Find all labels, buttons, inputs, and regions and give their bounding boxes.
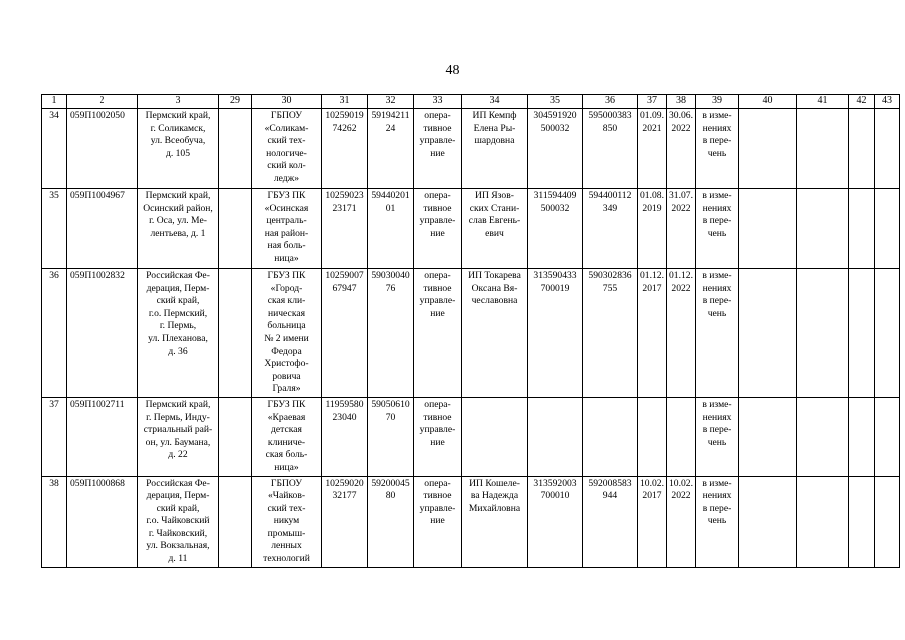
cell-text: Пермский край, г. Соликамск, ул. Всеобуча, д. 105 <box>145 110 211 159</box>
cell-text: 10259023 23171 <box>325 190 364 214</box>
cell-tenant <box>462 269 528 398</box>
cell-text: ГБПОУ «Соликам- ский тех- нологиче- ский кол- ледж» <box>264 110 309 184</box>
registry-table <box>41 94 900 568</box>
cell-col29 <box>219 189 252 269</box>
cell-text: опера- тивное управле- ние <box>419 110 456 159</box>
cell-inn <box>368 189 414 269</box>
cell-holder <box>252 397 322 476</box>
column-header: 43 <box>875 95 900 109</box>
cell-inn <box>368 397 414 476</box>
cell-holder <box>252 109 322 189</box>
cell-text: в изме- нениях в пере- чень <box>702 110 732 159</box>
cell-code <box>67 476 138 567</box>
cell-text: ИП Язов- ских Стани- слав Евгень- евич <box>468 190 521 239</box>
cell-date-start <box>638 269 667 398</box>
cell-right <box>414 397 462 476</box>
column-header: 30 <box>252 95 322 109</box>
cell-text: 36 <box>49 270 59 281</box>
cell-address <box>138 189 219 269</box>
cell-tenant <box>462 476 528 567</box>
cell-right <box>414 189 462 269</box>
column-header: 37 <box>638 95 667 109</box>
cell-number <box>42 397 67 476</box>
cell-date-start <box>638 189 667 269</box>
cell-holder <box>252 476 322 567</box>
cell-date-end <box>667 189 696 269</box>
cell-text: 31.07. 2022 <box>669 190 693 214</box>
cell-text: 37 <box>49 398 59 410</box>
cell-text: 01.08. 2019 <box>640 190 664 214</box>
cell-date-end <box>667 397 696 476</box>
cell-number <box>42 269 67 398</box>
cell-col40 <box>739 397 797 476</box>
cell-ogrn <box>322 476 368 567</box>
cell-ogrn <box>322 189 368 269</box>
cell-tenant-ogrn <box>528 397 583 476</box>
column-header: 34 <box>462 95 528 109</box>
cell-text: 34 <box>49 110 59 121</box>
cell-col41 <box>797 397 849 476</box>
cell-text: Пермский край, Осинский район, г. Оса, ул. Ме- лентьева, д. 1 <box>143 190 213 239</box>
column-header: 31 <box>322 95 368 109</box>
cell-tenant-ogrn <box>528 189 583 269</box>
cell-col40 <box>739 189 797 269</box>
cell-text: 10259019 74262 <box>325 110 364 134</box>
cell-col41 <box>797 189 849 269</box>
header-row <box>42 95 900 109</box>
cell-text: 01.12. 2017 <box>640 270 664 294</box>
cell-tenant-inn <box>583 189 638 269</box>
cell-date-end <box>667 476 696 567</box>
column-header: 36 <box>583 95 638 109</box>
cell-text: 11959580 23040 <box>325 398 364 423</box>
cell-right <box>414 476 462 567</box>
cell-text: опера- тивное управле- ние <box>419 190 456 239</box>
cell-text: 10.02. 2017 <box>640 477 664 502</box>
column-header: 35 <box>528 95 583 109</box>
table-row <box>42 397 900 476</box>
cell-col40 <box>739 269 797 398</box>
cell-text: 35 <box>49 190 59 201</box>
cell-text: 304591920 500032 <box>533 110 577 134</box>
cell-date-end <box>667 109 696 189</box>
table-row <box>42 476 900 567</box>
cell-text: Пермский край, г. Пермь, Инду- стриальный рай- он, ул. Баумана, д. 22 <box>143 398 213 461</box>
column-header: 33 <box>414 95 462 109</box>
cell-text: 059П1000868 <box>70 477 125 489</box>
cell-address <box>138 269 219 398</box>
cell-text: ГБУЗ ПК «Краевая детская клиниче- ская боль- ница» <box>265 398 308 473</box>
cell-text: в изме- нениях в пере- чень <box>702 398 732 448</box>
cell-text: ГБПОУ «Чайков- ский тех- никум промыш- ленных технологий <box>263 477 310 565</box>
column-header: 2 <box>67 95 138 109</box>
cell-note <box>696 476 739 567</box>
cell-text: в изме- нениях в пере- чень <box>702 190 732 239</box>
column-header: 38 <box>667 95 696 109</box>
cell-col41 <box>797 476 849 567</box>
cell-text: 59050610 70 <box>371 398 410 423</box>
cell-text: 059П1004967 <box>70 190 125 201</box>
cell-col29 <box>219 476 252 567</box>
cell-text: 313590433 700019 <box>533 270 577 294</box>
cell-col43 <box>875 189 900 269</box>
cell-text: в изме- нениях в пере- чень <box>702 477 732 527</box>
cell-date-start <box>638 109 667 189</box>
cell-text: в изме- нениях в пере- чень <box>702 270 732 319</box>
cell-text: 592008583 944 <box>588 477 632 502</box>
column-header: 42 <box>849 95 875 109</box>
cell-col42 <box>849 397 875 476</box>
cell-address <box>138 476 219 567</box>
cell-number <box>42 189 67 269</box>
cell-tenant-ogrn <box>528 109 583 189</box>
column-header: 3 <box>138 95 219 109</box>
cell-text: 595000383 850 <box>588 110 632 134</box>
cell-text: опера- тивное управле- ние <box>419 398 456 448</box>
cell-text: 590302836 755 <box>588 270 632 294</box>
column-header: 32 <box>368 95 414 109</box>
cell-text: Российская Фе- дерация, Перм- ский край, г.о. Чайковский г. Чайковский, ул. Вокзальная, д. 11 <box>146 477 210 565</box>
cell-text: 38 <box>49 477 59 489</box>
cell-text: 594400112 349 <box>588 190 632 214</box>
cell-text: 59194211 24 <box>371 110 410 134</box>
cell-text: Российская Фе- дерация, Перм- ский край, г.о. Пермский, г. Пермь, ул. Плеханова, д. 36 <box>146 270 210 357</box>
cell-tenant <box>462 397 528 476</box>
cell-text: 59030040 76 <box>371 270 410 294</box>
cell-tenant-ogrn <box>528 269 583 398</box>
cell-text: ГБУЗ ПК «Осинская централь- ная район- ная боль- ница» <box>264 190 309 264</box>
cell-text: 313592003 700010 <box>533 477 577 502</box>
cell-number <box>42 109 67 189</box>
table-row <box>42 109 900 189</box>
cell-col42 <box>849 269 875 398</box>
cell-tenant <box>462 109 528 189</box>
cell-date-start <box>638 397 667 476</box>
cell-text: 10.02. 2022 <box>669 477 693 502</box>
cell-code <box>67 189 138 269</box>
cell-col43 <box>875 269 900 398</box>
cell-text: 30.06. 2022 <box>669 110 693 134</box>
column-header: 39 <box>696 95 739 109</box>
cell-text: опера- тивное управле- ние <box>419 477 456 527</box>
cell-text: 059П1002050 <box>70 110 125 121</box>
cell-col41 <box>797 269 849 398</box>
table-row <box>42 189 900 269</box>
cell-inn <box>368 476 414 567</box>
cell-note <box>696 397 739 476</box>
cell-text: ГБУЗ ПК «Город- ская кли- ническая больница № 2 имени Федора Христофо- ровича Граля» <box>264 270 309 395</box>
cell-col29 <box>219 269 252 398</box>
cell-note <box>696 109 739 189</box>
cell-text: 059П1002832 <box>70 270 125 281</box>
cell-tenant-ogrn <box>528 476 583 567</box>
cell-text: ИП Кемпф Елена Ры- шардовна <box>472 110 517 147</box>
cell-tenant <box>462 189 528 269</box>
cell-col42 <box>849 189 875 269</box>
cell-text: 01.09. 2021 <box>640 110 664 134</box>
cell-right <box>414 269 462 398</box>
cell-col42 <box>849 476 875 567</box>
column-header: 29 <box>219 95 252 109</box>
column-header: 1 <box>42 95 67 109</box>
cell-col29 <box>219 109 252 189</box>
cell-text: 10259007 67947 <box>325 270 364 294</box>
cell-address <box>138 109 219 189</box>
cell-text: 01.12. 2022 <box>669 270 693 294</box>
cell-date-end <box>667 269 696 398</box>
cell-holder <box>252 189 322 269</box>
column-header: 40 <box>739 95 797 109</box>
cell-col43 <box>875 397 900 476</box>
cell-number <box>42 476 67 567</box>
cell-right <box>414 109 462 189</box>
cell-tenant-inn <box>583 269 638 398</box>
cell-inn <box>368 109 414 189</box>
cell-code <box>67 269 138 398</box>
cell-col42 <box>849 109 875 189</box>
table-row <box>42 269 900 398</box>
page-number: 48 <box>445 63 460 78</box>
cell-text: ИП Кошеле- ва Надежда Михайловна <box>468 477 521 514</box>
cell-col41 <box>797 109 849 189</box>
cell-date-start <box>638 476 667 567</box>
cell-tenant-inn <box>583 397 638 476</box>
cell-note <box>696 189 739 269</box>
cell-col40 <box>739 109 797 189</box>
cell-col40 <box>739 476 797 567</box>
cell-text: 59200045 80 <box>371 477 410 502</box>
cell-text: 059П1002711 <box>70 398 125 410</box>
cell-text: ИП Токарева Оксана Вя- чеславовна <box>468 270 521 307</box>
cell-address <box>138 397 219 476</box>
cell-code <box>67 109 138 189</box>
cell-text: 10259020 32177 <box>325 477 364 502</box>
cell-tenant-inn <box>583 109 638 189</box>
cell-text: опера- тивное управле- ние <box>419 270 456 319</box>
cell-inn <box>368 269 414 398</box>
cell-code <box>67 397 138 476</box>
cell-tenant-inn <box>583 476 638 567</box>
cell-col29 <box>219 397 252 476</box>
cell-col43 <box>875 476 900 567</box>
cell-col43 <box>875 109 900 189</box>
cell-note <box>696 269 739 398</box>
cell-holder <box>252 269 322 398</box>
cell-ogrn <box>322 109 368 189</box>
cell-ogrn <box>322 397 368 476</box>
cell-ogrn <box>322 269 368 398</box>
cell-text: 59440201 01 <box>371 190 410 214</box>
column-header: 41 <box>797 95 849 109</box>
cell-text: 311594409 500032 <box>533 190 577 214</box>
